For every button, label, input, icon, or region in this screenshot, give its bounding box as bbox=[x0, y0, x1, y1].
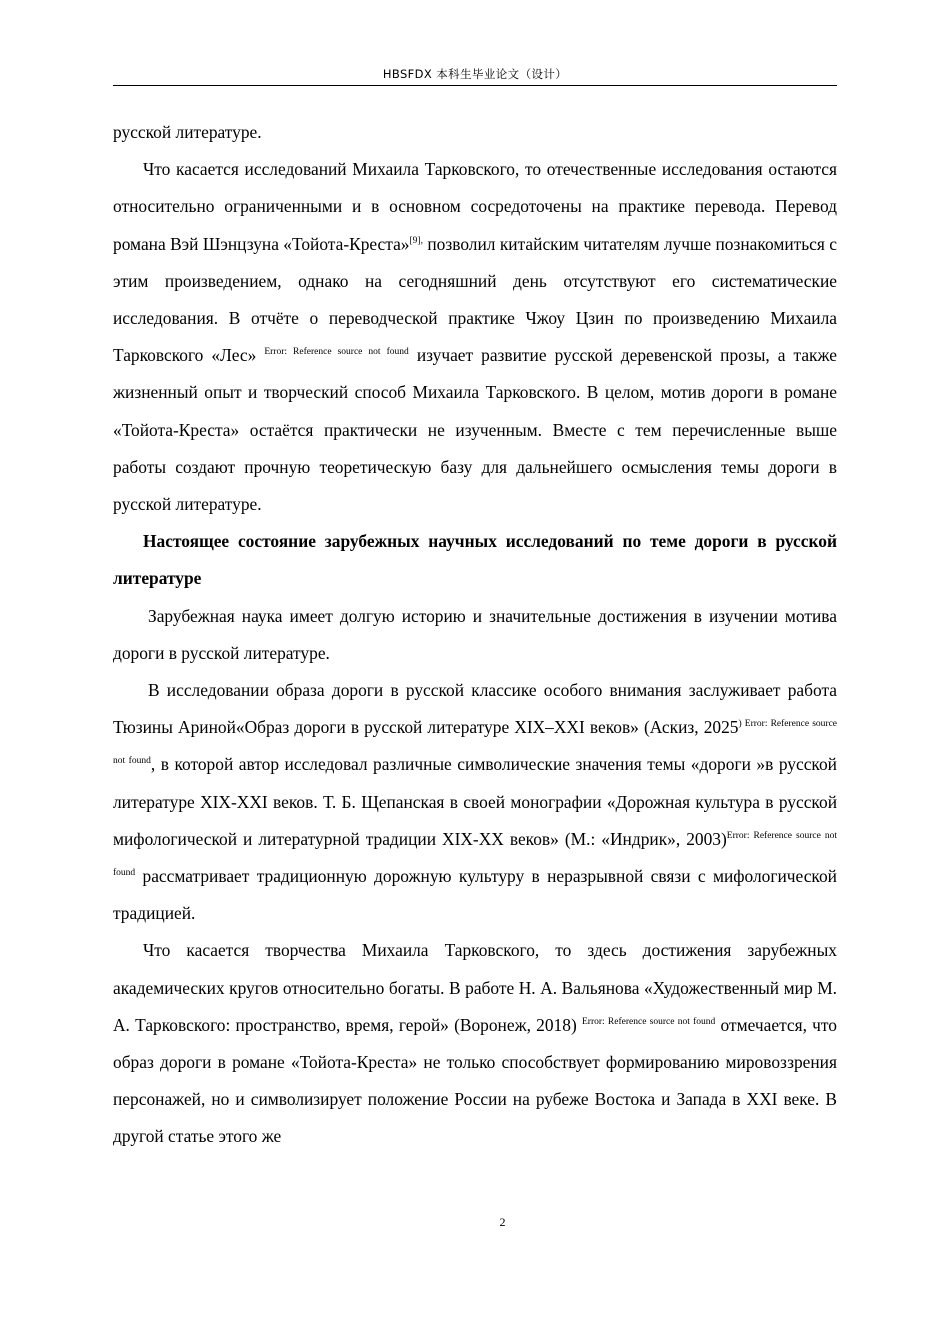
paragraph-text: изучает развитие русской деревенской прозы, а также жизненный опыт и творческий способ Михаила Тарковского. В целом, мотив дороги в романе «Тойота-Креста» остаётся практически не изученным. Вместе с тем перечисленные выше работы создают прочную теоретическую базу для дальнейшего осмысления темы дороги в русской литературе. bbox=[113, 345, 838, 515]
page-number: 2 bbox=[499, 1215, 506, 1229]
paragraph-domestic-research bbox=[113, 151, 837, 523]
paragraph-tarkovsky-research bbox=[113, 932, 837, 1155]
paragraph-text: , в которой автор исследовал различные символические значения темы «дороги »в русской литературе XIX-XXI веков. Т. Б. Щепанская в своей монографии «Дорожная культура в русской мифологической и литературной традиции XIX-XX веков» (М.: «Индрик», 2003) bbox=[113, 754, 837, 849]
paragraph-classic-research bbox=[113, 672, 837, 932]
reference-error-superscript: ) Error: Reference source not found bbox=[113, 719, 838, 767]
paragraph-text: В исследовании образа дороги в русской классике особого внимания заслуживает работа Тюзины Ариной«Образ дороги в русской литературе XIX–XXI веков» (Аскиз, 2025 bbox=[113, 680, 837, 738]
paragraph-text: Зарубежная наука имеет долгую историю и значительные достижения в изучении мотива дороги в русской литературе. bbox=[113, 605, 837, 663]
header-rule bbox=[113, 85, 837, 86]
page-header: HBSFDX 本科生毕业论文（设计） bbox=[382, 67, 568, 81]
reference-superscript: [9], bbox=[409, 235, 423, 246]
paragraph-text: Что касается исследований Михаила Тарковского, то отечественные исследования остаются относительно ограниченными и в основном сосредоточены на практике перевода. Перевод романа Вэй Шэнцзуна «Тойота-Креста» bbox=[113, 159, 837, 254]
body-text bbox=[113, 114, 837, 1156]
reference-error-superscript: Error: Reference source not found bbox=[113, 830, 837, 879]
heading-text: Настоящее состояние зарубежных научных исследований по теме дороги в русской литературе bbox=[113, 531, 837, 589]
paragraph-continuation bbox=[113, 114, 837, 151]
reference-error-superscript: Error: Reference source not found bbox=[581, 1016, 716, 1027]
paragraph-foreign-intro bbox=[113, 598, 837, 672]
paragraph-text: русской литературе. bbox=[113, 122, 262, 142]
reference-error-superscript: Error: Reference source not found bbox=[264, 347, 409, 358]
paragraph-text: Что касается творчества Михаила Тарковского, то здесь достижения зарубежных академических кругов относительно богаты. В работе Н. А. Вальянова «Художественный мир М. А. Тарковского: пространство, время, герой» (Воронеж, 2018) bbox=[113, 940, 837, 1035]
section-heading bbox=[113, 523, 837, 597]
paragraph-text: позволил китайским читателям лучше познакомиться с этим произведением, однако на сегодняшний день отсутствуют его систематические исследования. В отчёте о переводческой практике Чжоу Цзин по произведению Михаила Тарковского «Лес» bbox=[113, 233, 837, 366]
paragraph-text: отмечается, что образ дороги в романе «Тойота-Креста» не только способствует формированию мировоззрения персонажей, но и символизирует положение России на рубеже Востока и Запада в XXI веке. В другой статье этого же bbox=[113, 1014, 837, 1147]
paragraph-text: рассматривает традиционную дорожную культуру в неразрывной связи с мифологической традицией. bbox=[113, 866, 837, 924]
